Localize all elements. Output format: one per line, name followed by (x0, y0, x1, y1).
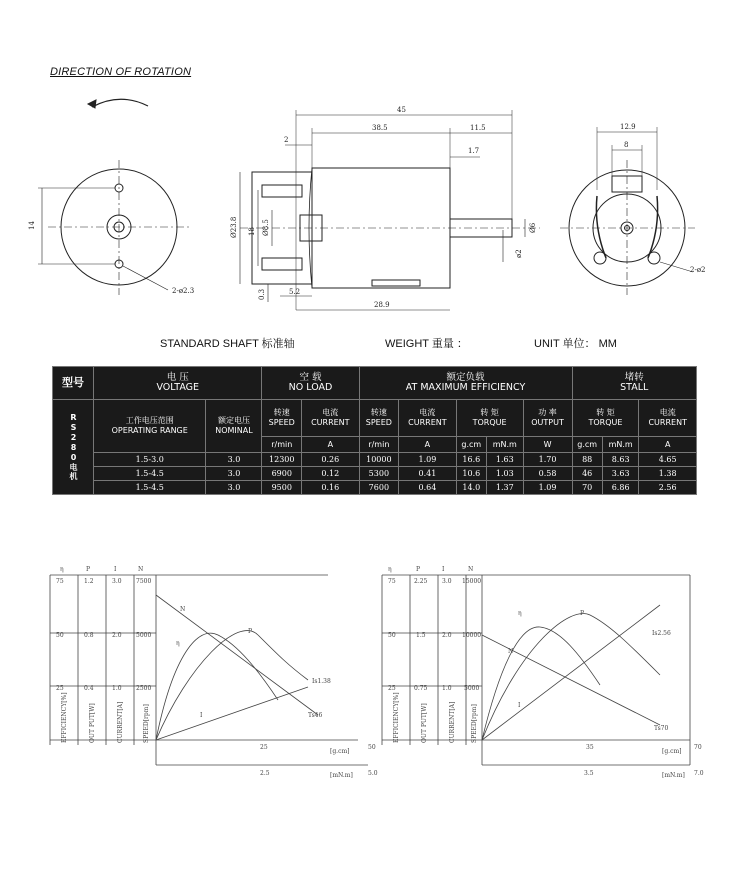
performance-curve-left (38, 545, 378, 785)
svg-text:35: 35 (586, 744, 594, 751)
dim-d23-8: Ø23.8 (230, 216, 238, 238)
svg-text:[g.cm]: [g.cm] (330, 748, 350, 755)
svg-text:1.0: 1.0 (112, 685, 122, 692)
model-name: RS280电机 (53, 400, 94, 495)
table-row: 1.5-4.5 3.0 6900 0.12 5300 0.41 10.6 1.03 0.58 46 3.63 1.38 (53, 467, 697, 481)
sub-stall-current: 电流 CURRENT (639, 400, 697, 437)
dim-12-9: 12.9 (620, 123, 636, 131)
back-view (560, 127, 695, 295)
svg-text:3.5: 3.5 (584, 770, 594, 777)
svg-text:75: 75 (388, 578, 396, 585)
svg-text:2.25: 2.25 (414, 578, 428, 585)
label-ts: Ts46 (308, 712, 323, 719)
weight-info: WEIGHT 重量 ： (385, 338, 468, 350)
svg-text:OUT PUT[W]: OUT PUT[W] (89, 703, 96, 743)
svg-text:5000: 5000 (136, 632, 152, 639)
svg-text:I: I (114, 566, 117, 573)
svg-text:50: 50 (388, 632, 396, 639)
dim-8: 8 (624, 141, 629, 149)
header-no-load: 空 载 NO LOAD (262, 367, 359, 400)
svg-text:η: η (60, 566, 64, 573)
performance-curve-right (370, 545, 710, 785)
svg-text:EFFICIENCY[%]: EFFICIENCY[%] (61, 692, 68, 743)
svg-text:0.8: 0.8 (84, 632, 94, 639)
svg-text:2.0: 2.0 (112, 632, 122, 639)
technical-drawing (0, 0, 750, 330)
svg-text:75: 75 (56, 578, 64, 585)
svg-text:1.0: 1.0 (442, 685, 452, 692)
svg-text:OUT PUT[W]: OUT PUT[W] (421, 703, 428, 743)
svg-text:CURRENT[A]: CURRENT[A] (117, 701, 124, 743)
rotation-title: DIRECTION OF ROTATION (50, 66, 192, 78)
svg-text:P: P (416, 566, 421, 573)
dim-shaft: 11.5 (470, 124, 486, 132)
svg-text:0.4: 0.4 (84, 685, 94, 692)
svg-text:3.0: 3.0 (442, 578, 452, 585)
svg-text:I: I (442, 566, 445, 573)
svg-text:1.5: 1.5 (416, 632, 426, 639)
spec-table (52, 366, 697, 495)
svg-text:5000: 5000 (464, 685, 480, 692)
svg-text:P: P (86, 566, 91, 573)
svg-text:10000: 10000 (462, 632, 482, 639)
svg-text:SPEED[rpm]: SPEED[rpm] (471, 704, 478, 743)
sub-max-speed: 转速 SPEED (359, 400, 399, 437)
unit-cell: r/min (262, 437, 302, 453)
arrow-head-icon (88, 100, 96, 108)
svg-text:CURRENT[A]: CURRENT[A] (449, 701, 456, 743)
sub-max-current: 电流 CURRENT (399, 400, 457, 437)
sub-noload-speed: 转速 SPEED (262, 400, 302, 437)
svg-text:[g.cm]: [g.cm] (662, 748, 682, 755)
svg-text:1.2: 1.2 (84, 578, 94, 585)
unit-cell: A (302, 437, 360, 453)
sub-max-torque: 转 矩 TORQUE (456, 400, 523, 437)
svg-text:7.0: 7.0 (694, 770, 704, 777)
label-i: I (200, 712, 203, 719)
unit-cell: mN.m (486, 437, 523, 453)
unit-cell: A (639, 437, 697, 453)
table-row: 1.5-3.0 3.0 12300 0.26 10000 1.09 16.6 1.63 1.70 88 8.63 4.65 (53, 453, 697, 467)
svg-text:N: N (468, 566, 474, 573)
label-n: N (180, 606, 186, 613)
svg-text:EFFICIENCY[%]: EFFICIENCY[%] (393, 692, 400, 743)
svg-text:SPEED[rpm]: SPEED[rpm] (143, 704, 150, 743)
front-view (38, 160, 190, 295)
label-is: Is1.38 (312, 678, 331, 685)
unit-cell: g.cm (456, 437, 486, 453)
label-ts: Ts70 (654, 725, 669, 732)
svg-text:50: 50 (368, 744, 376, 751)
svg-text:2.0: 2.0 (442, 632, 452, 639)
svg-text:2.5: 2.5 (260, 770, 270, 777)
dim-5-2: 5.2 (289, 288, 301, 296)
curve-header (60, 566, 143, 573)
unit-cell: mN.m (602, 437, 639, 453)
label-eta: η (518, 610, 522, 617)
label-p: P (248, 628, 253, 635)
header-model: 型号 (53, 367, 94, 400)
dim-d8-5: Ø8.5 (262, 219, 270, 236)
dim-back-hole: 2-ø2 (690, 266, 706, 274)
dim-d2: ø2 (515, 249, 523, 258)
svg-text:2500: 2500 (136, 685, 152, 692)
sub-max-output: 功 率 OUTPUT (523, 400, 572, 437)
svg-text:[mN.m]: [mN.m] (330, 772, 353, 779)
svg-text:N: N (138, 566, 144, 573)
table-row: 1.5-4.5 3.0 9500 0.16 7600 0.64 14.0 1.37 1.09 70 6.86 2.56 (53, 481, 697, 495)
unit-cell: W (523, 437, 572, 453)
sub-operating-range: 工作电压范围 OPERATING RANGE (94, 400, 206, 453)
svg-text:0.75: 0.75 (414, 685, 428, 692)
dim-2: 2 (284, 136, 289, 144)
svg-text:70: 70 (694, 744, 702, 751)
svg-text:7500: 7500 (136, 578, 152, 585)
svg-text:25: 25 (388, 685, 396, 692)
sub-stall-torque: 转 矩 TORQUE (572, 400, 639, 437)
unit-cell: r/min (359, 437, 399, 453)
header-max-efficiency: 额定负载 AT MAXIMUM EFFICIENCY (359, 367, 572, 400)
svg-text:25: 25 (260, 744, 268, 751)
unit-cell: A (399, 437, 457, 453)
sub-nominal: 额定电压 NOMINAL (206, 400, 262, 453)
dim-body: 38.5 (372, 124, 388, 132)
label-n: N (508, 648, 514, 655)
dim-1-7: 1.7 (468, 147, 480, 155)
header-voltage: 电 压 VOLTAGE (94, 367, 262, 400)
dim-d6: Ø6 (529, 222, 537, 233)
svg-text:15000: 15000 (462, 578, 482, 585)
dim-18: 18 (248, 227, 256, 236)
curve-header (388, 566, 473, 573)
unit-info: UNIT 单位： MM (534, 338, 617, 350)
label-i: I (518, 702, 521, 709)
svg-text:3.0: 3.0 (112, 578, 122, 585)
dim-28-9: 28.9 (374, 301, 390, 309)
label-eta: η (176, 640, 180, 647)
dim-front-hole: 2-ø2.3 (172, 287, 195, 295)
unit-cell: g.cm (572, 437, 602, 453)
header-stall: 堵转 STALL (572, 367, 696, 400)
rotation-arrow-icon (92, 99, 148, 107)
dim-front-height: 14 (28, 221, 36, 230)
dim-0-3: 0.3 (258, 288, 266, 300)
dim-total: 45 (397, 106, 406, 114)
svg-text:50: 50 (56, 632, 64, 639)
label-is: Is2.56 (652, 630, 671, 637)
svg-text:5.0: 5.0 (368, 770, 378, 777)
sub-noload-current: 电流 CURRENT (302, 400, 360, 437)
shaft-info: STANDARD SHAFT 标准轴 (160, 338, 295, 350)
svg-text:[mN.m]: [mN.m] (662, 772, 685, 779)
label-p: P (580, 610, 585, 617)
svg-text:25: 25 (56, 685, 64, 692)
svg-text:η: η (388, 566, 392, 573)
